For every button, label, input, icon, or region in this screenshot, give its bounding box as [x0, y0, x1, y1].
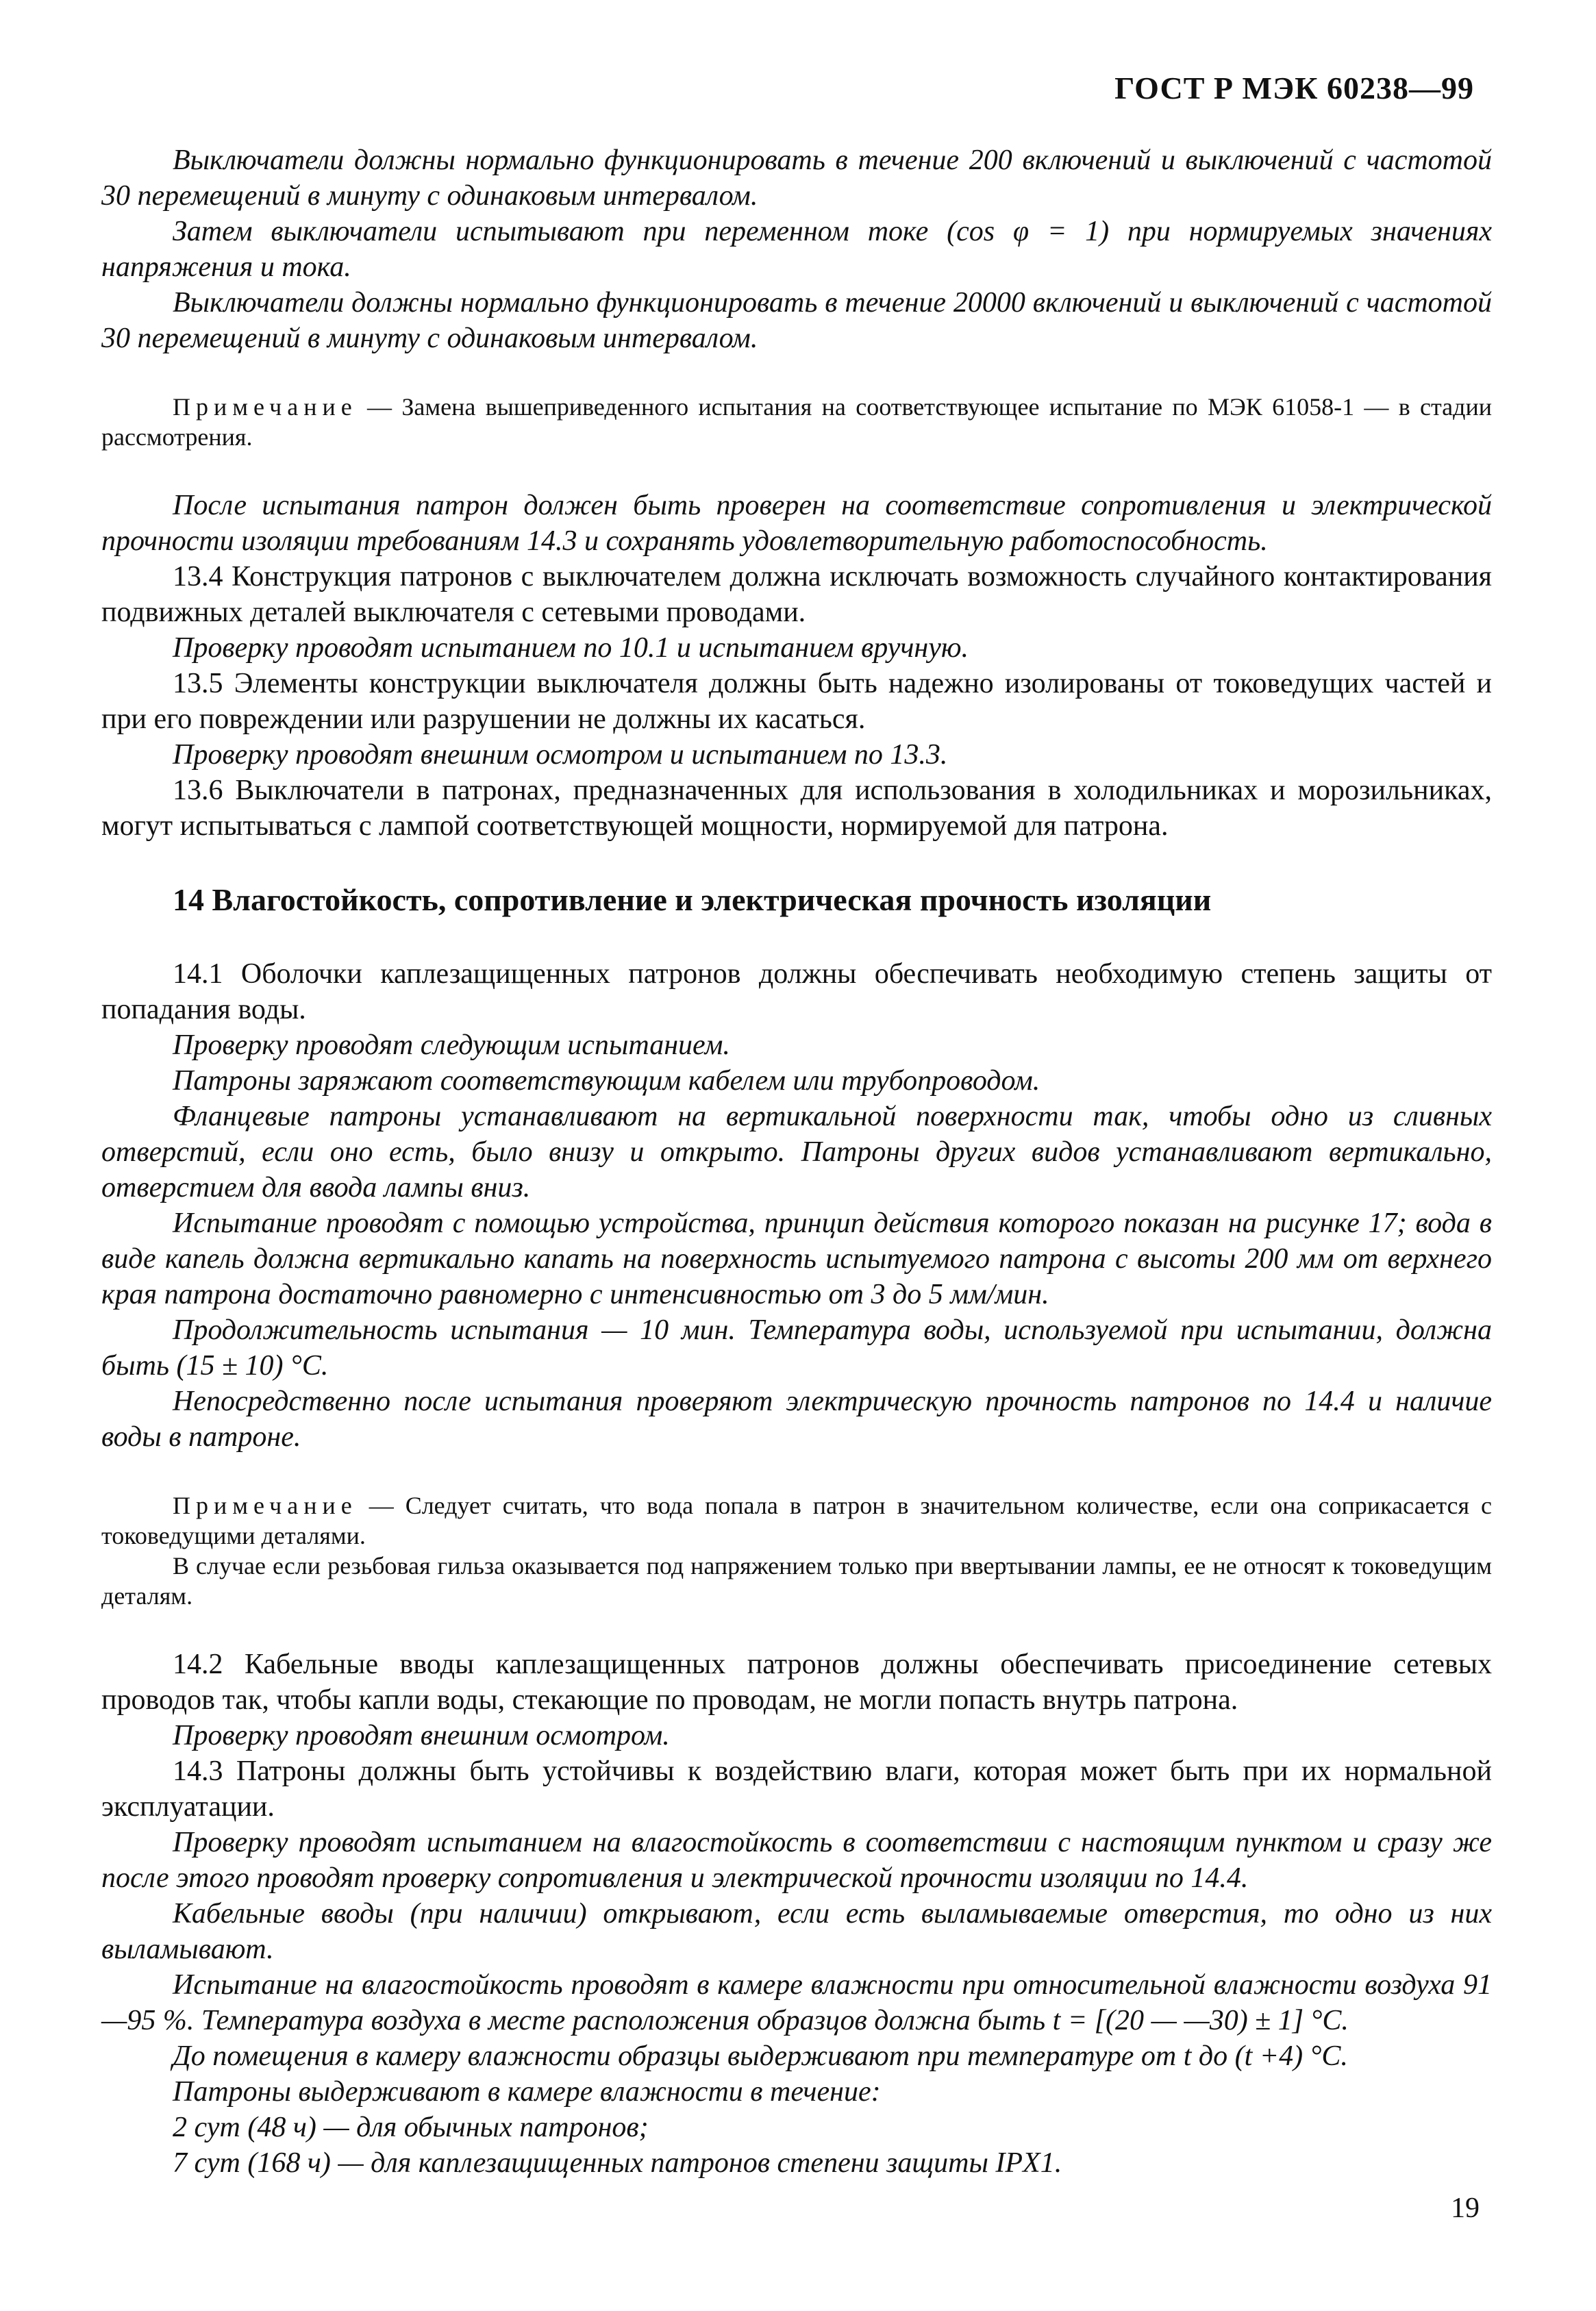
- note-text: — Замена вышеприведенного испытания на соответствующее испытание по МЭК 61058-1 — в стадии рассмотрения.: [101, 393, 1492, 451]
- paragraph: После испытания патрон должен быть проверен на соответствие сопротивления и электрической прочности изоляции требованиям 14.3 и сохранять удовлетворительную работоспособность.: [101, 490, 1492, 557]
- note-label: Примечание: [173, 393, 358, 421]
- paragraph: 2 сут (48 ч) — для обычных патронов;: [173, 2112, 649, 2143]
- paragraph: Испытание на влагостойкость проводят в камере влажности при относительной влажности воздуха 91—95 %. Температура воздуха в месте расположения образцов должна быть t = [(20 — —30) ± 1] °С.: [101, 1969, 1492, 2036]
- paragraph: До помещения в камеру влажности образцы выдерживают при температуре от t до (t +4) °С.: [173, 2040, 1348, 2072]
- paragraph: Фланцевые патроны устанавливают на вертикальной поверхности так, чтобы одно из сливных отверстий, если оно есть, было внизу и открыто. Патроны других видов устанавливают вертикально, отверстием для ввода лампы вниз.: [101, 1101, 1492, 1203]
- page-number: 19: [1451, 2193, 1480, 2224]
- paragraph: Испытание проводят с помощью устройства, принцип действия которого показан на рисунке 17; вода в виде капель должна вертикально капать на поверхность испытуемого патрона с высоты 200 мм от верхнего края патрона достаточно равномерно с интенсивностью от 3 до 5 мм/мин.: [101, 1208, 1492, 1310]
- clause-13-6: 13.6 Выключатели в патронах, предназначенных для использования в холодильниках и морозильниках, могут испытываться с лампой соответствующей мощности, нормируемой для патрона.: [101, 775, 1492, 842]
- note-1: [101, 392, 1492, 452]
- paragraph: Затем выключатели испытывают при переменном токе (cos φ = 1) при нормируемых значениях напряжения и тока.: [101, 216, 1492, 283]
- paragraph: Проверку проводят следующим испытанием.: [173, 1029, 730, 1061]
- note-label: Примечание: [173, 1492, 358, 1519]
- paragraph: Проверку проводят внешним осмотром и испытанием по 13.3.: [173, 739, 948, 771]
- section-title: 14 Влагостойкость, сопротивление и электрическая прочность изоляции: [173, 882, 1212, 917]
- note-text: — Следует считать, что вода попала в патрон в значительном количестве, если она соприкасается с токоведущими деталями.: [101, 1492, 1492, 1549]
- note-2: [101, 1490, 1492, 1551]
- clause-14-3: 14.3 Патроны должны быть устойчивы к воздействию влаги, которая может быть при их нормальной эксплуатации.: [101, 1756, 1492, 1823]
- paragraph: Проверку проводят испытанием на влагостойкость в соответствии с настоящим пунктом и сразу же после этого проводят проверку сопротивления и электрической прочности изоляции по 14.4.: [101, 1827, 1492, 1894]
- note-2-continuation: В случае если резьбовая гильза оказывается под напряжением только при ввертывании лампы, ее не относят к токоведущим деталям.: [101, 1552, 1492, 1610]
- clause-13-5: 13.5 Элементы конструкции выключателя должны быть надежно изолированы от токоведущих частей и при его повреждении или разрушении не должны их касаться.: [101, 668, 1492, 735]
- paragraph: Выключатели должны нормально функционировать в течение 200 включений и выключений с частотой 30 перемещений в минуту с одинаковым интервалом.: [101, 145, 1492, 212]
- paragraph: Патроны заряжают соответствующим кабелем или трубопроводом.: [173, 1065, 1040, 1097]
- paragraph: 7 сут (168 ч) — для каплезащищенных патронов степени защиты IPX1.: [173, 2147, 1062, 2179]
- paragraph: Выключатели должны нормально функционировать в течение 20000 включений и выключений с частотой 30 перемещений в минуту с одинаковым интервалом.: [101, 287, 1492, 354]
- page-body: [101, 142, 1492, 2181]
- paragraph: Кабельные вводы (при наличии) открывают, если есть выламываемые отверстия, то одно из них выламывают.: [101, 1898, 1492, 1965]
- standard-header: ГОСТ Р МЭК 60238—99: [1114, 71, 1474, 105]
- clause-14-1: 14.1 Оболочки каплезащищенных патронов должны обеспечивать необходимую степень защиты от попадания воды.: [101, 958, 1492, 1025]
- clause-14-2: 14.2 Кабельные вводы каплезащищенных патронов должны обеспечивать присоединение сетевых проводов так, чтобы капли воды, стекающие по проводам, не могли попасть внутрь патрона.: [101, 1649, 1492, 1716]
- clause-13-4: 13.4 Конструкция патронов с выключателем должна исключать возможность случайного контактирования подвижных деталей выключателя с сетевыми проводами.: [101, 561, 1492, 628]
- paragraph: Проверку проводят внешним осмотром.: [173, 1720, 670, 1751]
- paragraph: Патроны выдерживают в камере влажности в течение:: [173, 2076, 881, 2108]
- paragraph: Проверку проводят испытанием по 10.1 и испытанием вручную.: [173, 632, 969, 664]
- paragraph: Непосредственно после испытания проверяют электрическую прочность патронов по 14.4 и наличие воды в патроне.: [101, 1386, 1492, 1453]
- paragraph: Продолжительность испытания — 10 мин. Температура воды, используемой при испытании, должна быть (15 ± 10) °С.: [101, 1314, 1492, 1382]
